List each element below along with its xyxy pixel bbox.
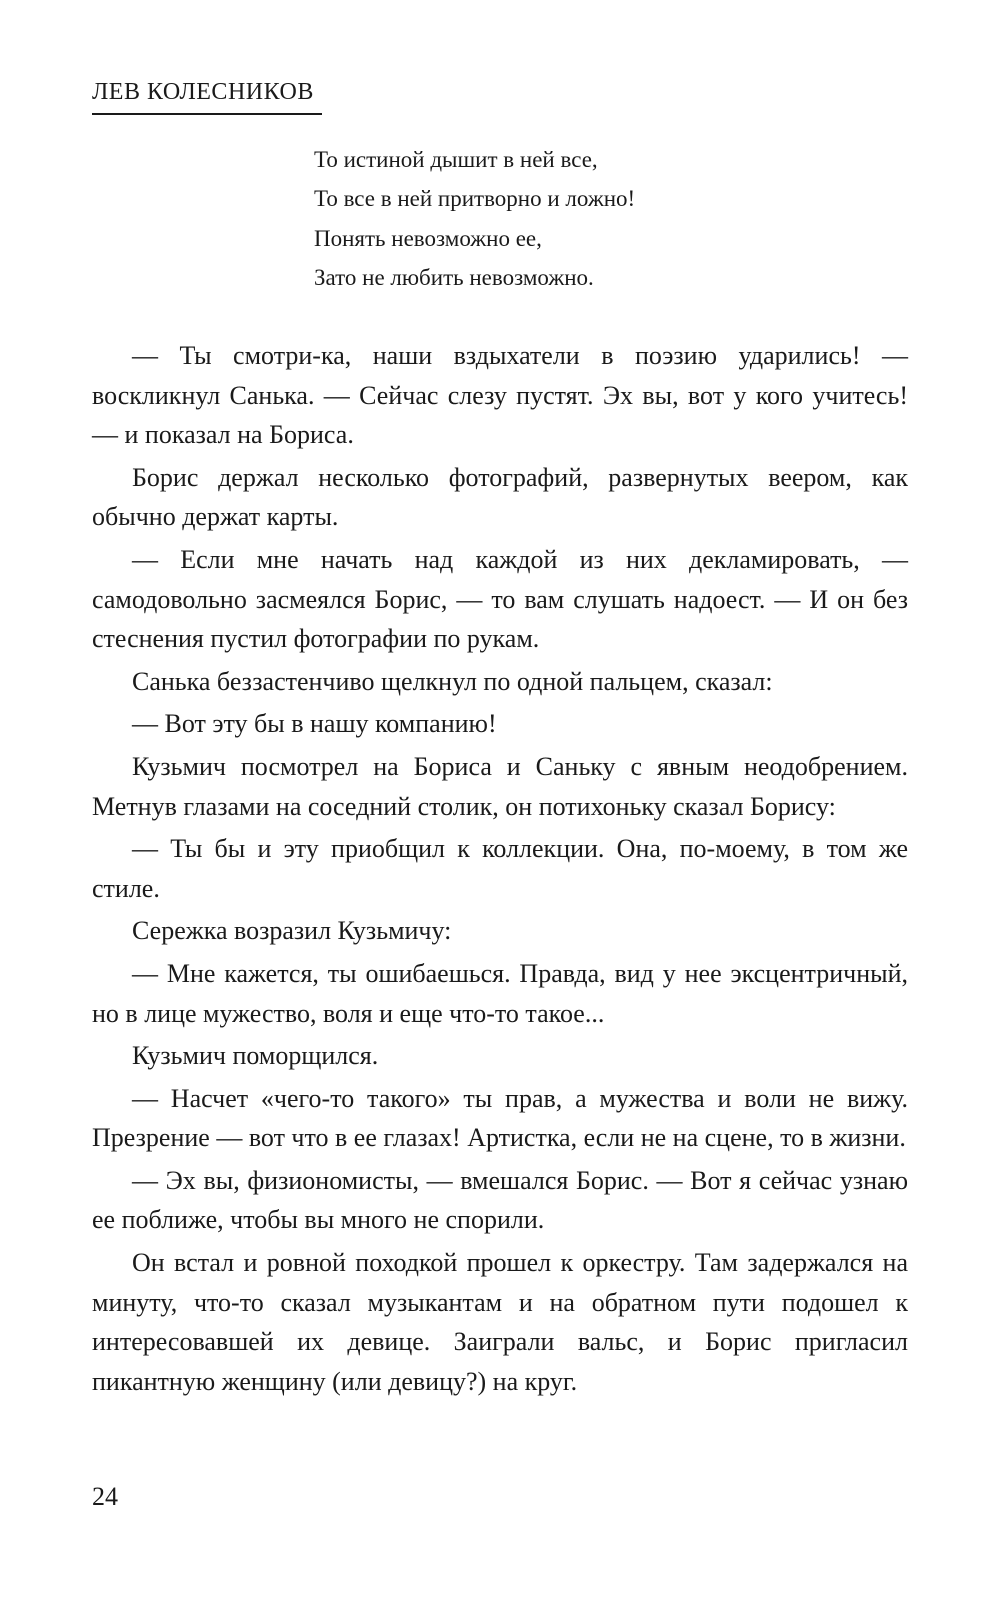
page-number: 24 — [92, 1482, 118, 1511]
paragraph: — Мне кажется, ты ошибаешься. Правда, вид у нее эксцентричный, но в лице мужество, воля и еще что-то такое... — [92, 958, 908, 1028]
poem-line: Зато не любить невозможно. — [314, 264, 594, 290]
poem-stanza — [314, 140, 635, 297]
paragraph: Сережка возразил Кузьмичу: — [132, 916, 452, 946]
paragraph: — Вот эту бы в нашу компанию! — [132, 709, 497, 739]
paragraph: — Эх вы, физиономисты, — вмешался Борис. — Вот я сейчас узнаю ее поближе, чтобы вы много не спорили. — [92, 1165, 908, 1235]
paragraph: — Ты смотри-ка, наши вздыхатели в поэзию ударились! — воскликнул Санька. — Сейчас слезу пустят. Эх вы, вот у кого учитесь! — и показал на Бориса. — [92, 341, 908, 450]
poem-line: Понять невозможно ее, — [314, 225, 542, 251]
paragraph: — Если мне начать над каждой из них декламировать, — самодовольно засмеялся Борис, — то вам слушать надоест. — И он без стеснения пустил фотографии по рукам. — [92, 544, 908, 654]
paragraph: Он встал и ровной походкой прошел к оркестру. Там задержался на минуту, что-то сказал музыкантам и на обратном пути подошел к интересовавшей их девице. Заиграли вальс, и Борис пригласил пикантную женщину (или девицу?) на круг. — [92, 1248, 908, 1396]
poem-line: То все в ней притворно и ложно! — [314, 186, 636, 212]
poem-line: То истиной дышит в ней все, — [314, 147, 598, 172]
paragraph: — Насчет «чего-то такого» ты прав, а мужества и воли не вижу. Презрение — вот что в ее глазах! Артистка, если не на сцене, то в жизни. — [92, 1083, 908, 1153]
header-rule — [92, 113, 322, 115]
paragraph: — Ты бы и эту приобщил к коллекции. Она, по-моему, в том же стиле. — [92, 834, 908, 903]
body-text — [92, 336, 908, 1401]
running-header-author: ЛЕВ КОЛЕСНИКОВ — [92, 79, 314, 105]
paragraph: Санька беззастенчиво щелкнул по одной пальцем, сказал: — [132, 666, 773, 696]
paragraph: Кузьмич поморщился. — [132, 1041, 379, 1071]
paragraph: Кузьмич посмотрел на Бориса и Саньку с явным неодобрением. Метнув глазами на соседний столик, он потихоньку сказал Борису: — [92, 751, 908, 821]
paragraph: Борис держал несколько фотографий, развернутых веером, как обычно держат карты. — [92, 462, 908, 532]
